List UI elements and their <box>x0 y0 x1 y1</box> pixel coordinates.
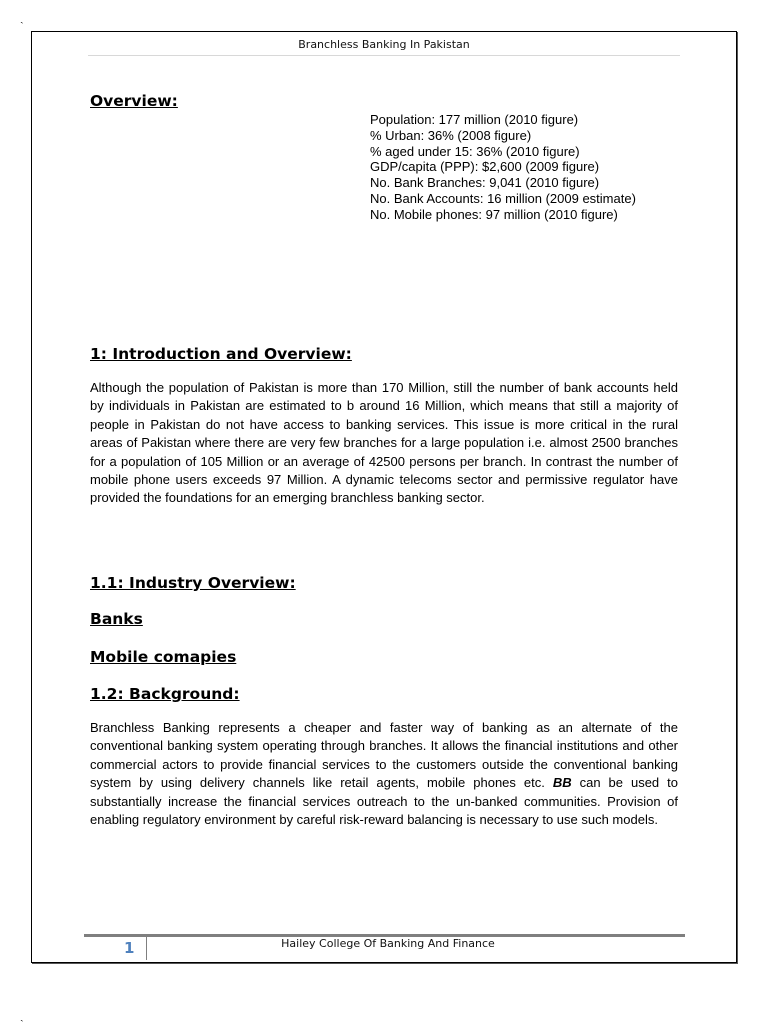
banks-heading: Banks <box>90 610 143 628</box>
fact-population: Population: 177 million (2010 figure) <box>370 112 579 127</box>
industry-overview-heading: 1.1: Industry Overview: <box>90 574 296 592</box>
footer-institution: Hailey College Of Banking And Finance <box>281 937 495 950</box>
mobile-companies-heading: Mobile comapies <box>90 648 237 666</box>
running-header: Branchless Banking In Pakistan <box>88 38 680 56</box>
background-text-end: can be used to substantially increase the financial services outreach to the un-banked communities. Provision of enabling regulatory environment by careful risk-reward balancing is necessary to use such models. <box>90 775 678 828</box>
introduction-paragraph: Although the population of Pakistan is more than 170 Million, still the number of bank accounts held by individuals in Pakistan are estimated to b around 16 Million, which means that still a majority of people in Pakistan do not have access to banking services. This issue is more critical in the rural areas of Pakistan where there are very few branches for a large population i.e. almost 2500 branches for a population of 105 Million or an average of 42500 persons per branch. In contrast the number of mobile phone users exceeds 97 Million. A dynamic telecoms sector and permissive regulator have provided the foundations for an emerging branchless banking sector. <box>90 380 678 506</box>
footer-divider <box>146 936 147 960</box>
introduction-heading: 1: Introduction and Overview: <box>90 345 352 363</box>
background-heading: 1.2: Background: <box>90 685 240 703</box>
background-text-start: Branchless Banking represents a cheaper and faster way of banking as an alternate of the conventional banking system operating through branches. It allows the financial institutions and other commercial actors to provide financial services to the customers outside the conventional banking system by using delivery channels like retail agents, mobile phones etc. <box>90 720 678 791</box>
fact-gdp-per-capita: GDP/capita (PPP): $2,600 (2009 figure) <box>370 159 600 175</box>
fact-bank-branches: No. Bank Branches: 9,041 (2010 figure) <box>370 175 600 191</box>
fact-urban: % Urban: 36% (2008 figure) <box>370 127 532 143</box>
bb-emphasis: BB <box>552 775 572 791</box>
overview-heading: Overview: <box>90 92 178 110</box>
stray-mark-top: ˎ <box>20 12 24 24</box>
fact-aged-under-15: % aged under 15: 36% (2010 figure) <box>370 143 580 159</box>
page-number: 1 <box>124 939 135 957</box>
country-facts-list <box>370 112 636 223</box>
fact-mobile-phones: No. Mobile phones: 97 million (2010 figure) <box>370 206 618 222</box>
stray-mark-bottom: ˎ <box>20 1010 24 1022</box>
fact-bank-accounts: No. Bank Accounts: 16 million (2009 estimate) <box>370 190 636 206</box>
background-paragraph <box>90 719 678 829</box>
